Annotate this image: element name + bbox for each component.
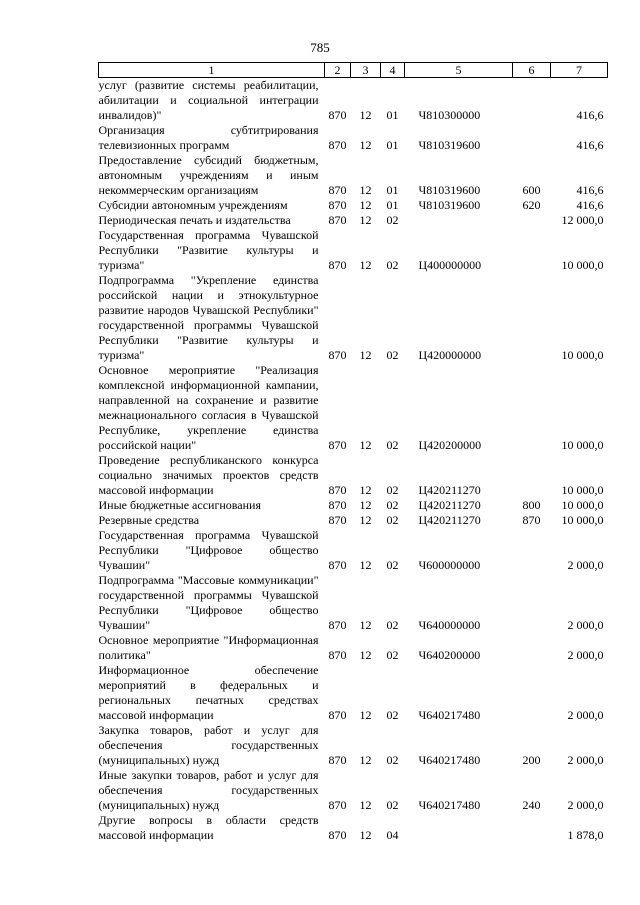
- row-expense-type: [513, 663, 551, 723]
- row-name: Государственная программа Чувашской Республики "Цифровое общество Чувашии": [98, 528, 319, 572]
- row-amount: 416,6: [576, 138, 604, 152]
- row-expense-type: [513, 573, 551, 633]
- row-grbs: 870: [328, 798, 347, 812]
- table-row: [99, 363, 608, 453]
- row-grbs: 870: [328, 753, 347, 767]
- row-subsection: 02: [386, 438, 399, 452]
- row-subsection: 02: [386, 483, 399, 497]
- row-expense-type: 600: [522, 183, 541, 197]
- row-target-article: [405, 213, 513, 228]
- row-subsection: 04: [386, 828, 399, 842]
- row-name: Основное мероприятие "Реализация комплексной информационной кампании, направленной на сохранение и развитие межнационального согласия в Чувашской Республике, укрепление единства российской нации": [98, 363, 319, 452]
- row-section: 12: [359, 483, 372, 497]
- column-header: 7: [551, 63, 608, 78]
- column-header: 3: [351, 63, 381, 78]
- row-name: Организация субтитрирования телевизионных программ: [98, 123, 319, 152]
- row-target-article: Ч640217480: [418, 798, 481, 812]
- column-header: 5: [405, 63, 513, 78]
- row-expense-type: 800: [522, 498, 541, 512]
- row-expense-type: [513, 123, 551, 153]
- row-section: 12: [359, 438, 372, 452]
- row-expense-type: [513, 453, 551, 498]
- row-subsection: 02: [386, 753, 399, 767]
- row-target-article: Ч810319600: [418, 198, 481, 212]
- row-amount: 416,6: [576, 183, 604, 197]
- row-grbs: 870: [328, 618, 347, 632]
- row-grbs: 870: [328, 558, 347, 572]
- row-grbs: 870: [328, 708, 347, 722]
- row-expense-type: [513, 528, 551, 573]
- row-section: 12: [359, 183, 372, 197]
- column-header: 6: [513, 63, 551, 78]
- table-row: [99, 813, 608, 843]
- row-subsection: 01: [386, 138, 399, 152]
- row-amount: 2 000,0: [567, 753, 604, 767]
- row-name: Закупка товаров, работ и услуг для обеспечения государственных (муниципальных) нужд: [98, 723, 319, 767]
- column-header: 1: [99, 63, 325, 78]
- row-section: 12: [359, 753, 372, 767]
- row-expense-type: 240: [522, 798, 541, 812]
- row-section: 12: [359, 138, 372, 152]
- table-body: [99, 78, 608, 844]
- row-expense-type: [513, 363, 551, 453]
- row-subsection: 02: [386, 708, 399, 722]
- table-row: [99, 573, 608, 633]
- column-header: 4: [381, 63, 405, 78]
- table-row: [99, 528, 608, 573]
- row-expense-type: 200: [522, 753, 541, 767]
- row-section: 12: [359, 513, 372, 527]
- row-target-article: Ц420000000: [418, 348, 482, 362]
- row-target-article: Ч810319600: [418, 138, 481, 152]
- row-section: 12: [359, 798, 372, 812]
- row-expense-type: [513, 78, 551, 124]
- row-grbs: 870: [328, 198, 347, 212]
- row-expense-type: [513, 813, 551, 843]
- row-expense-type: 620: [522, 198, 541, 212]
- row-amount: 10 000,0: [561, 483, 604, 497]
- table-row: [99, 78, 608, 124]
- row-amount: 2 000,0: [567, 708, 604, 722]
- row-amount: 2 000,0: [567, 558, 604, 572]
- table-row: [99, 723, 608, 768]
- row-grbs: 870: [328, 138, 347, 152]
- row-subsection: 01: [386, 108, 399, 122]
- row-amount: 416,6: [576, 198, 604, 212]
- row-grbs: 870: [328, 513, 347, 527]
- row-name: Подпрограмма "Укрепление единства российской нации и этнокультурное развитие народов Чувашской Республики" государственной программы Чувашской Республики "Развитие культуры и туризма": [98, 273, 319, 362]
- row-expense-type: [513, 273, 551, 363]
- column-header: 2: [325, 63, 351, 78]
- row-grbs: 870: [328, 483, 347, 497]
- row-section: 12: [359, 708, 372, 722]
- row-subsection: 01: [386, 183, 399, 197]
- page-number: 785: [310, 40, 330, 55]
- row-section: 12: [359, 498, 372, 512]
- row-expense-type: 870: [522, 513, 541, 527]
- row-target-article: Ч640000000: [418, 618, 481, 632]
- table-row: [99, 513, 608, 528]
- row-name: Подпрограмма "Массовые коммуникации" государственной программы Чувашской Республики "Цифровое общество Чувашии": [98, 573, 319, 632]
- row-target-article: Ч810300000: [418, 108, 481, 122]
- row-amount: 1 878,0: [567, 828, 604, 842]
- row-subsection: 02: [386, 348, 399, 362]
- row-amount: 416,6: [576, 108, 604, 122]
- row-grbs: 870: [328, 213, 347, 227]
- row-target-article: Ц420200000: [418, 438, 482, 452]
- row-amount: 10 000,0: [561, 348, 604, 362]
- row-subsection: 02: [386, 213, 399, 227]
- row-section: 12: [359, 618, 372, 632]
- row-section: 12: [359, 108, 372, 122]
- table-row: [99, 633, 608, 663]
- row-subsection: 02: [386, 258, 399, 272]
- row-expense-type: [513, 633, 551, 663]
- row-target-article: Ц420211270: [418, 498, 481, 512]
- row-amount: 10 000,0: [561, 498, 604, 512]
- row-target-article: Ч640217480: [418, 708, 481, 722]
- row-name: Проведение республиканского конкурса социально значимых проектов средств массовой информации: [98, 453, 319, 497]
- row-subsection: 02: [386, 558, 399, 572]
- row-grbs: 870: [328, 108, 347, 122]
- table-row: [99, 273, 608, 363]
- row-name: Субсидии автономным учреждениям: [98, 198, 288, 212]
- row-section: 12: [359, 198, 372, 212]
- row-amount: 10 000,0: [561, 513, 604, 527]
- row-subsection: 02: [386, 648, 399, 662]
- row-name: Информационное обеспечение мероприятий в федеральных и региональных печатных средствах массовой информации: [98, 663, 319, 722]
- row-amount: 10 000,0: [561, 258, 604, 272]
- row-grbs: 870: [328, 258, 347, 272]
- table-header-row: [99, 63, 608, 78]
- table-row: [99, 663, 608, 723]
- row-target-article: Ц400000000: [418, 258, 482, 272]
- row-target-article: Ч810319600: [418, 183, 481, 197]
- budget-table: [98, 62, 608, 843]
- row-name: Иные бюджетные ассигнования: [98, 498, 261, 512]
- row-section: 12: [359, 558, 372, 572]
- row-expense-type: [513, 213, 551, 228]
- table-row: [99, 498, 608, 513]
- row-subsection: 02: [386, 513, 399, 527]
- row-amount: 2 000,0: [567, 798, 604, 812]
- row-target-article: Ч640217480: [418, 753, 481, 767]
- table-row: [99, 198, 608, 213]
- row-expense-type: [513, 228, 551, 273]
- table-row: [99, 213, 608, 228]
- table-row: [99, 153, 608, 198]
- row-target-article: [405, 813, 513, 843]
- table-row: [99, 228, 608, 273]
- row-target-article: Ц420211270: [418, 483, 481, 497]
- row-section: 12: [359, 828, 372, 842]
- row-grbs: 870: [328, 183, 347, 197]
- row-target-article: Ч640200000: [418, 648, 481, 662]
- row-subsection: 02: [386, 618, 399, 632]
- table-row: [99, 123, 608, 153]
- row-grbs: 870: [328, 348, 347, 362]
- row-name: Основное мероприятие "Информационная политика": [98, 633, 319, 662]
- row-section: 12: [359, 213, 372, 227]
- table-row: [99, 453, 608, 498]
- row-amount: 2 000,0: [567, 648, 604, 662]
- row-amount: 2 000,0: [567, 618, 604, 632]
- row-target-article: Ц420211270: [418, 513, 481, 527]
- row-grbs: 870: [328, 438, 347, 452]
- row-name: Иные закупки товаров, работ и услуг для обеспечения государственных (муниципальных) нужд: [98, 768, 319, 812]
- row-subsection: 02: [386, 498, 399, 512]
- row-name: услуг (развитие системы реабилитации, абилитации и социальной интеграции инвалидов)": [98, 78, 319, 122]
- row-amount: 12 000,0: [561, 213, 604, 227]
- row-name: Предоставление субсидий бюджетным, автономным учреждениям и иным некоммерческим организациям: [98, 153, 319, 197]
- row-name: Резервные средства: [98, 513, 200, 527]
- row-grbs: 870: [328, 498, 347, 512]
- row-target-article: Ч600000000: [418, 558, 481, 572]
- table-row: [99, 768, 608, 813]
- row-grbs: 870: [328, 828, 347, 842]
- row-amount: 10 000,0: [561, 438, 604, 452]
- row-section: 12: [359, 258, 372, 272]
- row-grbs: 870: [328, 648, 347, 662]
- row-subsection: 01: [386, 198, 399, 212]
- row-section: 12: [359, 348, 372, 362]
- row-section: 12: [359, 648, 372, 662]
- row-name: Государственная программа Чувашской Республики "Развитие культуры и туризма": [98, 228, 319, 272]
- row-name: Другие вопросы в области средств массовой информации: [98, 813, 319, 842]
- row-name: Периодическая печать и издательства: [98, 213, 291, 227]
- row-subsection: 02: [386, 798, 399, 812]
